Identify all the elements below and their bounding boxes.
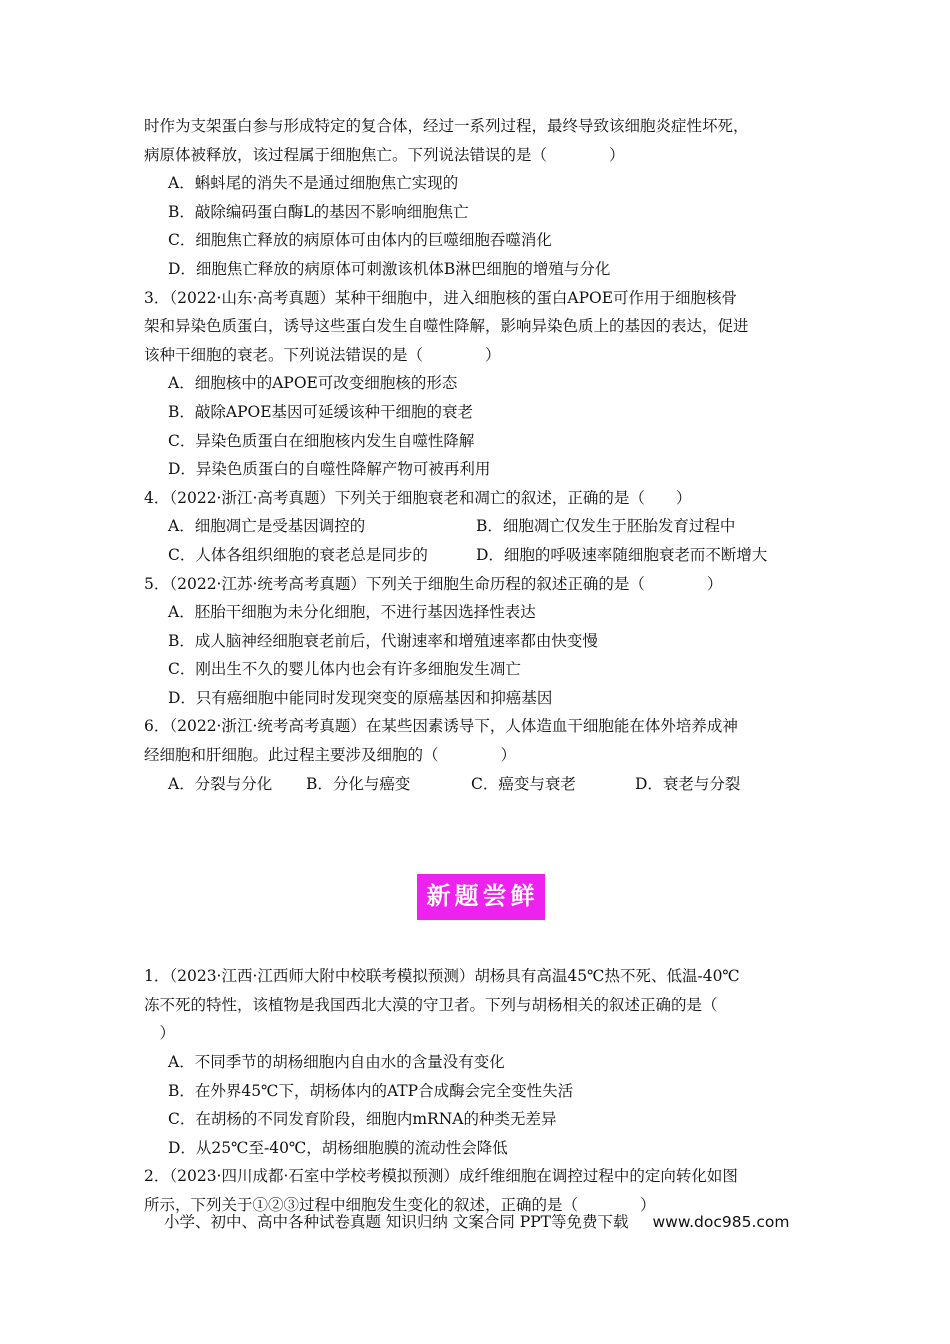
option-d: D．细胞焦亡释放的病原体可刺激该机体B淋巴细胞的增殖与分化 <box>168 259 611 278</box>
section-banner: 新题尝鲜 <box>417 874 545 920</box>
question-text: 病原体被释放，该过程属于细胞焦亡。下列说法错误的是（ ） <box>144 145 625 164</box>
option-b: B．敲除APOE基因可延缓该种干细胞的衰老 <box>168 402 474 421</box>
question-5 <box>144 570 809 713</box>
footer-text: 小学、初中、高中各种试卷真题 知识归纳 文案合同 PPT等免费下载 <box>164 1213 629 1231</box>
option-row <box>144 770 809 799</box>
option-c: C．异染色质蛋白在细胞核内发生自噬性降解 <box>168 431 475 450</box>
document-body <box>144 112 809 1220</box>
option-b: B．细胞凋亡仅发生于胚胎发育过程中 <box>476 517 736 536</box>
new-question-1 <box>144 962 809 1162</box>
option-a: A．细胞凋亡是受基因调控的 <box>168 517 366 536</box>
option-a: A．细胞核中的APOE可改变细胞核的形态 <box>168 374 458 393</box>
section-banner-wrapper <box>144 874 809 920</box>
question-text: 所示，下列关于①②③过程中细胞发生变化的叙述，正确的是（ ） <box>144 1196 656 1214</box>
question-text: 该种干细胞的衰老。下列说法错误的是（ ） <box>144 345 501 364</box>
option-d: D．异染色质蛋白的自噬性降解产物可被再利用 <box>168 460 491 479</box>
option-c: C．在胡杨的不同发育阶段，细胞内mRNA的种类无差异 <box>168 1110 557 1129</box>
page-footer <box>164 1208 789 1236</box>
question-2-continued <box>144 112 809 284</box>
option-row <box>144 512 809 541</box>
option-d: D．从25℃至-40℃，胡杨细胞膜的流动性会降低 <box>168 1138 508 1157</box>
option-d: D．衰老与分裂 <box>635 774 741 793</box>
option-c: C．刚出生不久的婴儿体内也会有许多细胞发生凋亡 <box>168 660 521 679</box>
option-a: A．胚胎干细胞为未分化细胞，不进行基因选择性表达 <box>168 603 536 622</box>
option-b: B．分化与癌变 <box>306 774 411 793</box>
question-text: 6．（2022·浙江·统考高考真题）在某些因素诱导下，人体造血干细胞能在体外培养成神 <box>144 717 738 736</box>
option-c: C．癌变与衰老 <box>471 774 576 793</box>
question-text: 架和异染色质蛋白，诱导这些蛋白发生自噬性降解，影响异染色质上的基因的表达，促进 <box>144 317 749 336</box>
option-d: D．细胞的呼吸速率随细胞衰老而不断增大 <box>476 545 768 564</box>
question-6 <box>144 712 809 798</box>
option-row <box>144 541 809 570</box>
question-text: ） <box>144 1024 176 1043</box>
option-a: A．不同季节的胡杨细胞内自由水的含量没有变化 <box>168 1053 505 1072</box>
footer-url[interactable]: www.doc985.com <box>652 1213 790 1231</box>
option-b: B．在外界45℃下，胡杨体内的ATP合成酶会完全变性失活 <box>168 1081 574 1100</box>
question-text: 经细胞和肝细胞。此过程主要涉及细胞的（ ） <box>144 746 517 765</box>
question-text: 4．（2022·浙江·高考真题）下列关于细胞衰老和凋亡的叙述，正确的是（ ） <box>144 488 692 507</box>
question-text: 冻不死的特性，该植物是我国西北大漠的守卫者。下列与胡杨相关的叙述正确的是（ <box>144 995 718 1014</box>
option-b: B．敲除编码蛋白酶L的基因不影响细胞焦亡 <box>168 202 469 221</box>
option-c: C．细胞焦亡释放的病原体可由体内的巨噬细胞吞噬消化 <box>168 231 552 250</box>
option-a: A．蝌蚪尾的消失不是通过细胞焦亡实现的 <box>168 174 459 193</box>
question-text: 时作为支架蛋白参与形成特定的复合体，经过一系列过程，最终导致该细胞炎症性坏死， <box>144 117 749 135</box>
question-text: 2．（2023·四川成都·石室中学校考模拟预测）成纤维细胞在调控过程中的定向转化如图 <box>144 1167 738 1186</box>
question-4 <box>144 484 809 570</box>
question-text: 3．（2022·山东·高考真题）某种干细胞中，进入细胞核的蛋白APOE可作用于细胞核骨 <box>144 288 738 307</box>
option-c: C．人体各组织细胞的衰老总是同步的 <box>168 545 428 564</box>
option-b: B．成人脑神经细胞衰老前后，代谢速率和增殖速率都由快变慢 <box>168 631 598 650</box>
question-3 <box>144 284 809 484</box>
question-text: 1．（2023·江西·江西师大附中校联考模拟预测）胡杨具有高温45℃热不死、低温-40℃ <box>144 967 740 986</box>
option-d: D．只有癌细胞中能同时发现突变的原癌基因和抑癌基因 <box>168 688 553 707</box>
option-a: A．分裂与分化 <box>168 774 273 793</box>
question-text: 5．（2022·江苏·统考高考真题）下列关于细胞生命历程的叙述正确的是（ ） <box>144 574 723 593</box>
